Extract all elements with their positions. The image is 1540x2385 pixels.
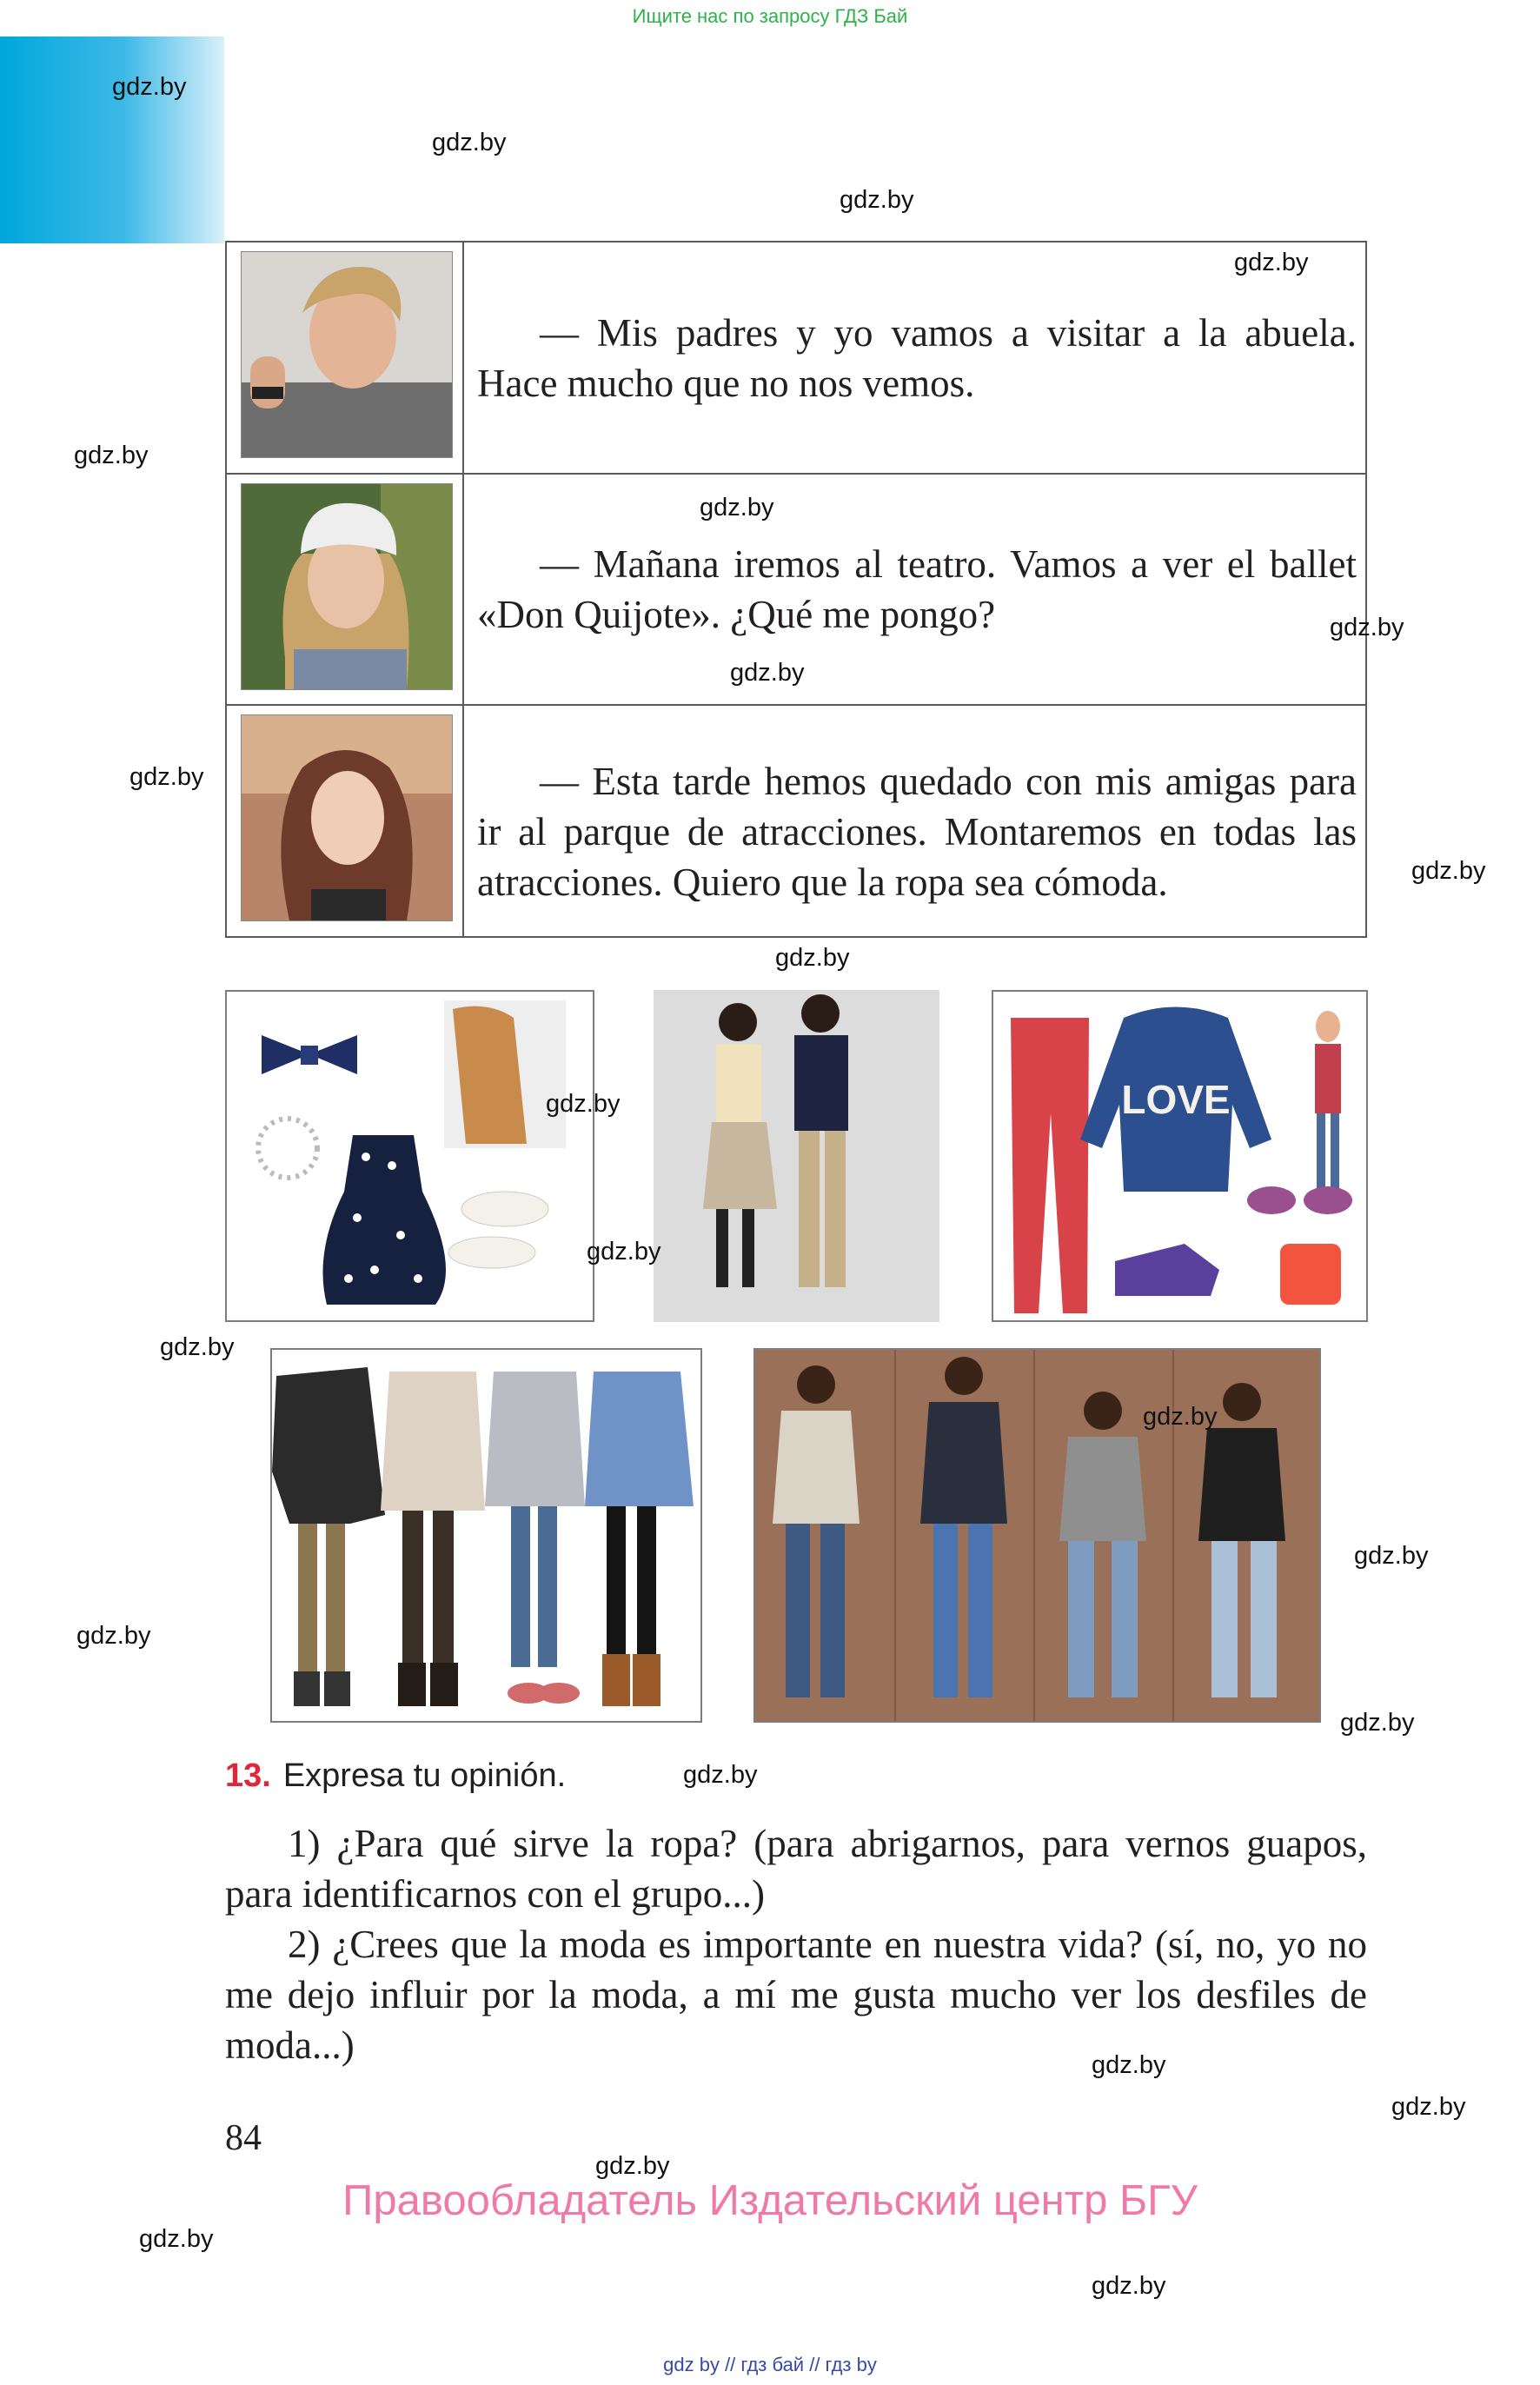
dialogue-text: — Esta tarde hemos quedado con mis amigas para ir al parque de atracciones. Montaremos en todas las atracciones. Quiero que la ropa sea cómoda. — [477, 760, 1357, 904]
exercise-title: Expresa tu opinión. — [282, 1757, 567, 1794]
watermark: gdz.by — [160, 1333, 235, 1361]
dialogue-text: — Mis padres y yo vamos a visitar a la abuela. Hace mucho que no nos vemos. — [477, 311, 1357, 405]
corner-accent — [0, 37, 224, 243]
watermark: gdz.by — [112, 73, 187, 101]
watermark: gdz.by — [730, 659, 805, 687]
watermark: gdz.by — [1234, 249, 1309, 276]
search-hint: Ищите нас по запросу ГДЗ Бай — [632, 5, 908, 27]
watermark: gdz.by — [1330, 614, 1404, 641]
formal-outfit-collage — [225, 990, 594, 1322]
girl-portrait — [241, 714, 453, 921]
love-lettering: LOVE — [1121, 1077, 1231, 1122]
boy-portrait — [241, 251, 453, 458]
dialogue-table — [225, 241, 1367, 938]
watermark: gdz.by — [546, 1090, 621, 1118]
footer-links[interactable]: gdz by // гдз бай // гдз by — [663, 2354, 877, 2375]
mens-outfits-photo — [753, 1348, 1321, 1723]
watermark: gdz.by — [700, 494, 774, 522]
exercise-number: 13. — [225, 1757, 271, 1794]
watermark: gdz.by — [76, 1622, 151, 1650]
dialogue-text: — Mañana iremos al teatro. Vamos a ver el ballet «Don Quijote». ¿Qué me pongo? — [477, 542, 1357, 636]
photo-cell — [227, 242, 464, 473]
watermark: gdz.by — [1143, 1403, 1218, 1431]
watermark: gdz.by — [129, 763, 204, 791]
watermark: gdz.by — [139, 2225, 214, 2253]
watermark: gdz.by — [1092, 2051, 1166, 2079]
casual-outfit-collage — [992, 990, 1368, 1322]
watermark: gdz.by — [587, 1238, 661, 1266]
watermark: gdz.by — [1354, 1542, 1429, 1570]
photo-cell — [227, 706, 464, 936]
watermark: gdz.by — [1411, 857, 1486, 885]
watermark: gdz.by — [1391, 2093, 1466, 2121]
exercise-item: 2) ¿Crees que la moda es importante en nuestra vida? (sí, no, yo no me dejo influir por la moda, a mí me gusta mucho ver los desfiles de moda...) — [225, 1923, 1367, 2067]
page-number: 84 — [225, 2118, 262, 2158]
watermark: gdz.by — [683, 1761, 758, 1789]
watermark: gdz.by — [1340, 1709, 1415, 1737]
exercise-heading — [225, 1757, 566, 1795]
watermark: gdz.by — [775, 944, 850, 972]
watermark: gdz.by — [595, 2152, 670, 2180]
watermark: gdz.by — [432, 129, 507, 156]
school-uniform-photo — [654, 990, 939, 1322]
rights-holder: Правообладатель Издательский центр БГУ — [342, 2177, 1198, 2224]
watermark: gdz.by — [840, 186, 914, 214]
dialogue-row — [227, 706, 1365, 936]
dialogue-row — [227, 242, 1365, 475]
girl-with-hat-portrait — [241, 483, 453, 690]
exercise-item: 1) ¿Para qué sirve la ropa? (para abrigarnos, para vernos guapos, para identificarnos con el grupo...) — [225, 1822, 1367, 1916]
womens-outfits-collage — [270, 1348, 702, 1723]
photo-cell — [227, 475, 464, 704]
watermark: gdz.by — [1092, 2272, 1166, 2300]
watermark: gdz.by — [74, 442, 149, 469]
